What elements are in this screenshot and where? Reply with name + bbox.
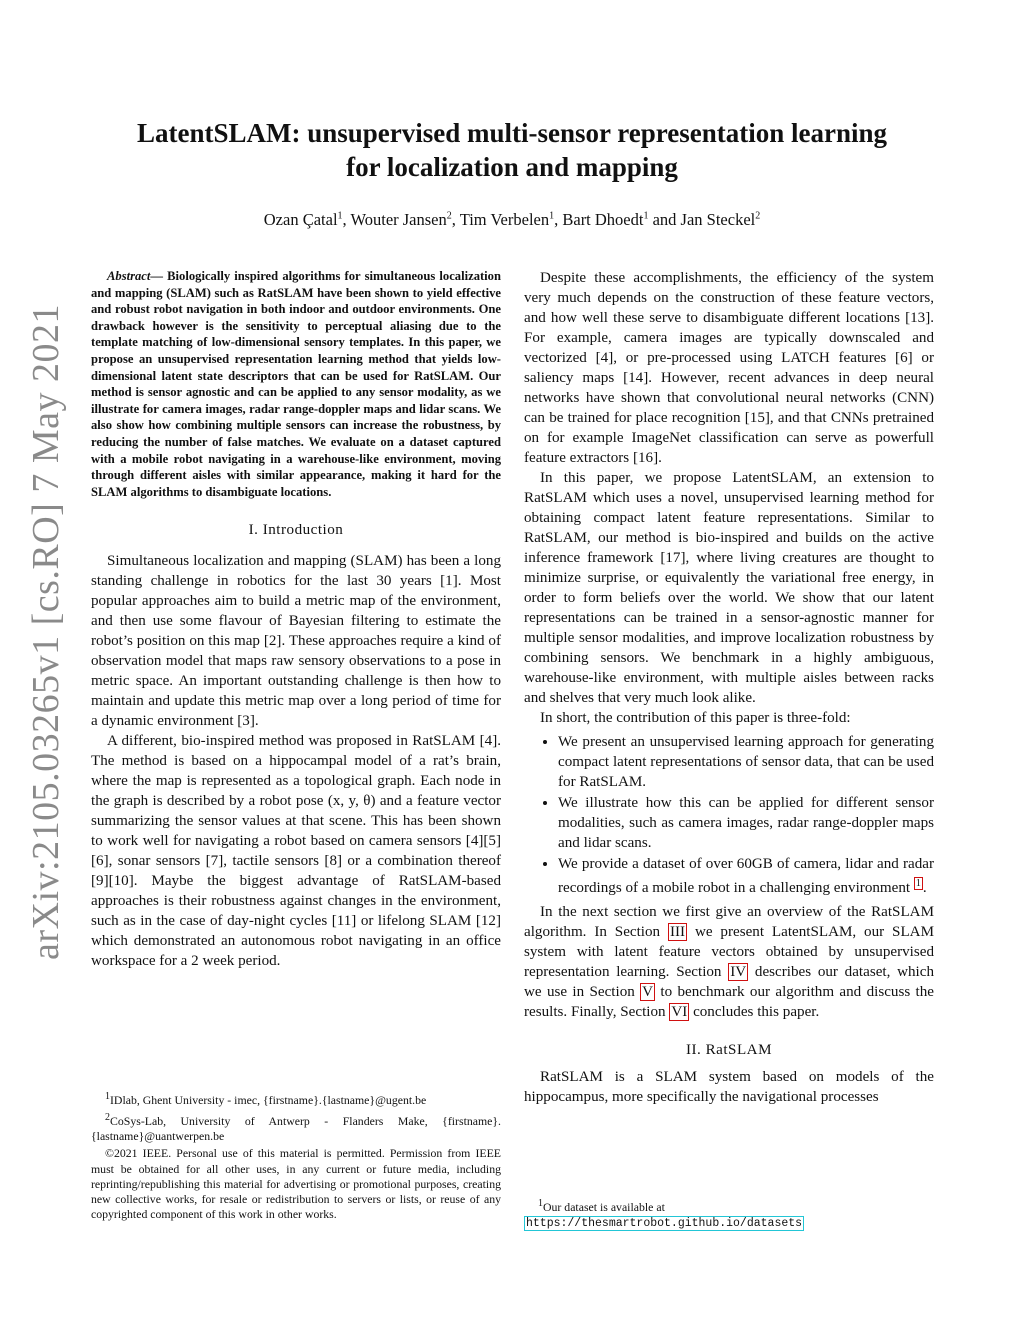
intro-paragraph: Simultaneous localization and mapping (SLAM) has been a long standing challenge in robotics for the last 30 years [1]. Most popular approaches aim to build a metric map of the environment, and then use some flavour of Bayesian filtering to estimate the robot’s position on this map [2]. These approaches require a kind of observation model that maps raw sensory observations to a pose in metric space. An important outstanding challenge is then how to maintain and update this metric map over a long period of time for a dynamic environment [3]. [91,553,501,730]
footnote-text: IDlab, Ghent University - imec, {firstname}.{lastname}@ugent.be [110,1092,427,1107]
author-affiliation: 1 [337,210,343,222]
section-heading-introduction: I. Introduction [248,522,344,539]
section-link-vi[interactable]: VI [671,1004,688,1021]
body-paragraph: RatSLAM is a SLAM system based on models of the hippocampus, more specifically the navigational processes [524,1069,934,1106]
section-link-iv[interactable]: IV [730,964,747,981]
right-column [524,268,934,1107]
body-paragraph [524,902,934,1022]
paper-title: LatentSLAM: unsupervised multi-sensor representation learning for localization and mapping [136,118,888,182]
section-link-iii[interactable]: III [669,924,686,941]
author-affiliation: 1 [549,210,555,222]
dataset-url-link[interactable]: https://thesmartrobot.github.io/datasets [526,1217,803,1231]
abstract-text: Biologically inspired algorithms for simultaneous localization and mapping (SLAM) such as RatSLAM have been shown to yield effective and robust robot navigation in both indoor and outdoor environments. One drawback however is the sensitivity to perceptual aliasing due to the template matching of low-dimensional sensory templates. In this paper, we propose an unsupervised representation learning method that yields low-dimensional latent state descriptors that can be used for RatSLAM. Our method is sensor agnostic and can be applied to any sensor modality, as we illustrate for camera images, radar range-doppler maps and lidar scans. We also show how combining multiple sensors can increase the robustness, by reducing the number of false matches. We evaluate on a dataset captured with a mobile robot navigating in a warehouse-like environment, moving through different aisles with similar appearance, making it hard for the SLAM algorithms to disambiguate locations. [91,269,501,499]
author-affiliation: 2 [446,210,452,222]
text-run: In the next section we first give an overview of the RatSLAM algorithm. In Section [524,904,934,941]
footnote-text: Our dataset is available at [543,1199,665,1214]
dataset-footnote [524,1196,934,1231]
left-column [91,268,501,971]
author-name: Wouter Jansen [350,210,447,229]
author-name: Jan Steckel [680,210,756,229]
abstract: Abstract— Biologically inspired algorithms for simultaneous localization and mapping (SLAM) such as RatSLAM have been shown to yield effective and robust robot navigation in both indoor and outdoor environments. One drawback however is the sensitivity to perceptual aliasing due to the template matching of low-dimensional sensory templates. In this paper, we propose an unsupervised representation learning method that yields low-dimensional latent state descriptors that can be used for RatSLAM. Our method is sensor agnostic and can be applied to any sensor modality, as we illustrate for camera images, radar range-doppler maps and lidar scans. We also show how combining multiple sensors can increase the robustness, by reducing the number of false matches. We evaluate on a dataset captured with a mobile robot navigating in a warehouse-like environment, moving through different aisles with similar appearance, making it hard for the SLAM algorithms to disambiguate locations. [91,269,501,499]
list-item-text: We provide a dataset of over 60GB of camera, lidar and radar recordings of a mobile robot in a challenging environment [558,856,934,897]
list-item: • We provide a dataset of over 60GB of camera, lidar and radar recordings of a mobile robot in a challenging environment $^1$ . [558,854,934,898]
affiliation-footnote [91,1110,501,1144]
footnote-mark: 1 [105,1091,110,1102]
body-paragraph: In short, the contribution of this paper is three-fold: [540,710,851,726]
text-run: concludes this paper. [693,1004,820,1021]
author-name: Tim Verbelen [459,210,550,229]
text-run: we present LatentSLAM, our SLAM system with latent feature vectors obtained by unsupervised representation learning. Section [524,924,934,981]
footnote-text: CoSys-Lab, University of Antwerp - Flanders Make, {firstname}.{lastname}@uantwerpen.be [91,1114,501,1144]
section-link-v[interactable]: V [642,984,654,1001]
author-list: Ozan Çatal$^1$, Wouter Jansen$^2$, Tim Verbelen$^1$, Bart Dhoedt$^1$ and Jan Steckel$^2$ [263,210,761,229]
author-affiliation: 2 [755,210,761,222]
list-item: • We illustrate how this can be applied for different sensor modalities, such as camera images, radar range-doppler maps and lidar scans. [558,793,934,853]
text-run: to benchmark our algorithm and discuss the results. Finally, Section [524,984,934,1021]
footnote-link[interactable]: 1 [915,878,921,889]
text-run: describes our dataset, which we use in Section [524,964,934,1001]
author-name: Ozan Çatal [263,210,338,229]
footnote-mark: 2 [105,1112,110,1124]
section-heading-ratslam: II. RatSLAM [686,1042,772,1059]
abstract-label: Abstract [107,269,151,283]
body-paragraph: In this paper, we propose LatentSLAM, an extension to RatSLAM which uses a novel, unsupervised learning method for obtaining compact latent feature representations. Similar to RatSLAM, our method is bio-inspired and builds on the active inference framework [17], where living creatures are thought to minimize surprise, or equivalently the variational free energy, in order to form beliefs over the world. We show that our latent representations can be trained in a sensor-agnostic manner for multiple sensor modalities, and improve localization robustness by combining sensors. We benchmark in a highly ambiguous, warehouse-like environment, with multiple aisles between racks and shelves that very much look alike. [524,470,934,706]
footnote-mark: 1 [538,1198,543,1209]
copyright-notice: ©2021 IEEE. Personal use of this material is permitted. Permission from IEEE must be obtained for all other uses, in any current or future media, including reprinting/republishing this material for advertising or promotional purposes, creating new collective works, for resale or redistribution to servers or lists, or reuse of any copyrighted component of this work in other works. [91,1146,501,1222]
arxiv-stamp: arXiv:2105.03265v1 [cs.RO] 7 May 2021 [25,304,67,960]
intro-paragraph: A different, bio-inspired method was proposed in RatSLAM [4]. The method is based on a hippocampal model of a rat’s brain, where the map is represented as a topological graph. Each node in the graph is described by a robot pose (x, y, θ) and a feature vector summarizing the sensor values at that scene. This has been shown to work well for navigating a robot based on camera sensors [4][5][6], sonar sensors [7], tactile sensors [8] or a combination thereof [9][10]. Maybe the biggest advantage of RatSLAM-based approaches is their robustness against changes in the environment, such as in the case of day-night cycles [11] or lifelong SLAM [12] which demonstrated an autonomous robot navigating in an office workspace for a 2 week period. [91,733,501,970]
body-paragraph: Despite these accomplishments, the efficiency of the system very much depends on the construction of these feature vectors, and how well these serve to disambiguate different locations [13]. For example, camera images are typically downscaled and vectorized [4], or pre-processed using LATCH features [6] or saliency maps [14]. However, recent advances in deep neural networks have shown that convolutional neural networks (CNN) can be trained for place recognition [15], and that CNNs pretrained on for example ImageNet classification can serve as powerfull feature extractors [16]. [524,270,934,466]
author-affiliation: 1 [643,210,649,222]
affiliation-footnote [91,1089,501,1108]
author-name: Bart Dhoedt [562,210,644,229]
list-item: • We present an unsupervised learning approach for generating compact latent representations of sensor data, that can be used for RatSLAM. [558,732,934,792]
footnotes-left [91,1089,501,1224]
contribution-list [524,732,934,898]
